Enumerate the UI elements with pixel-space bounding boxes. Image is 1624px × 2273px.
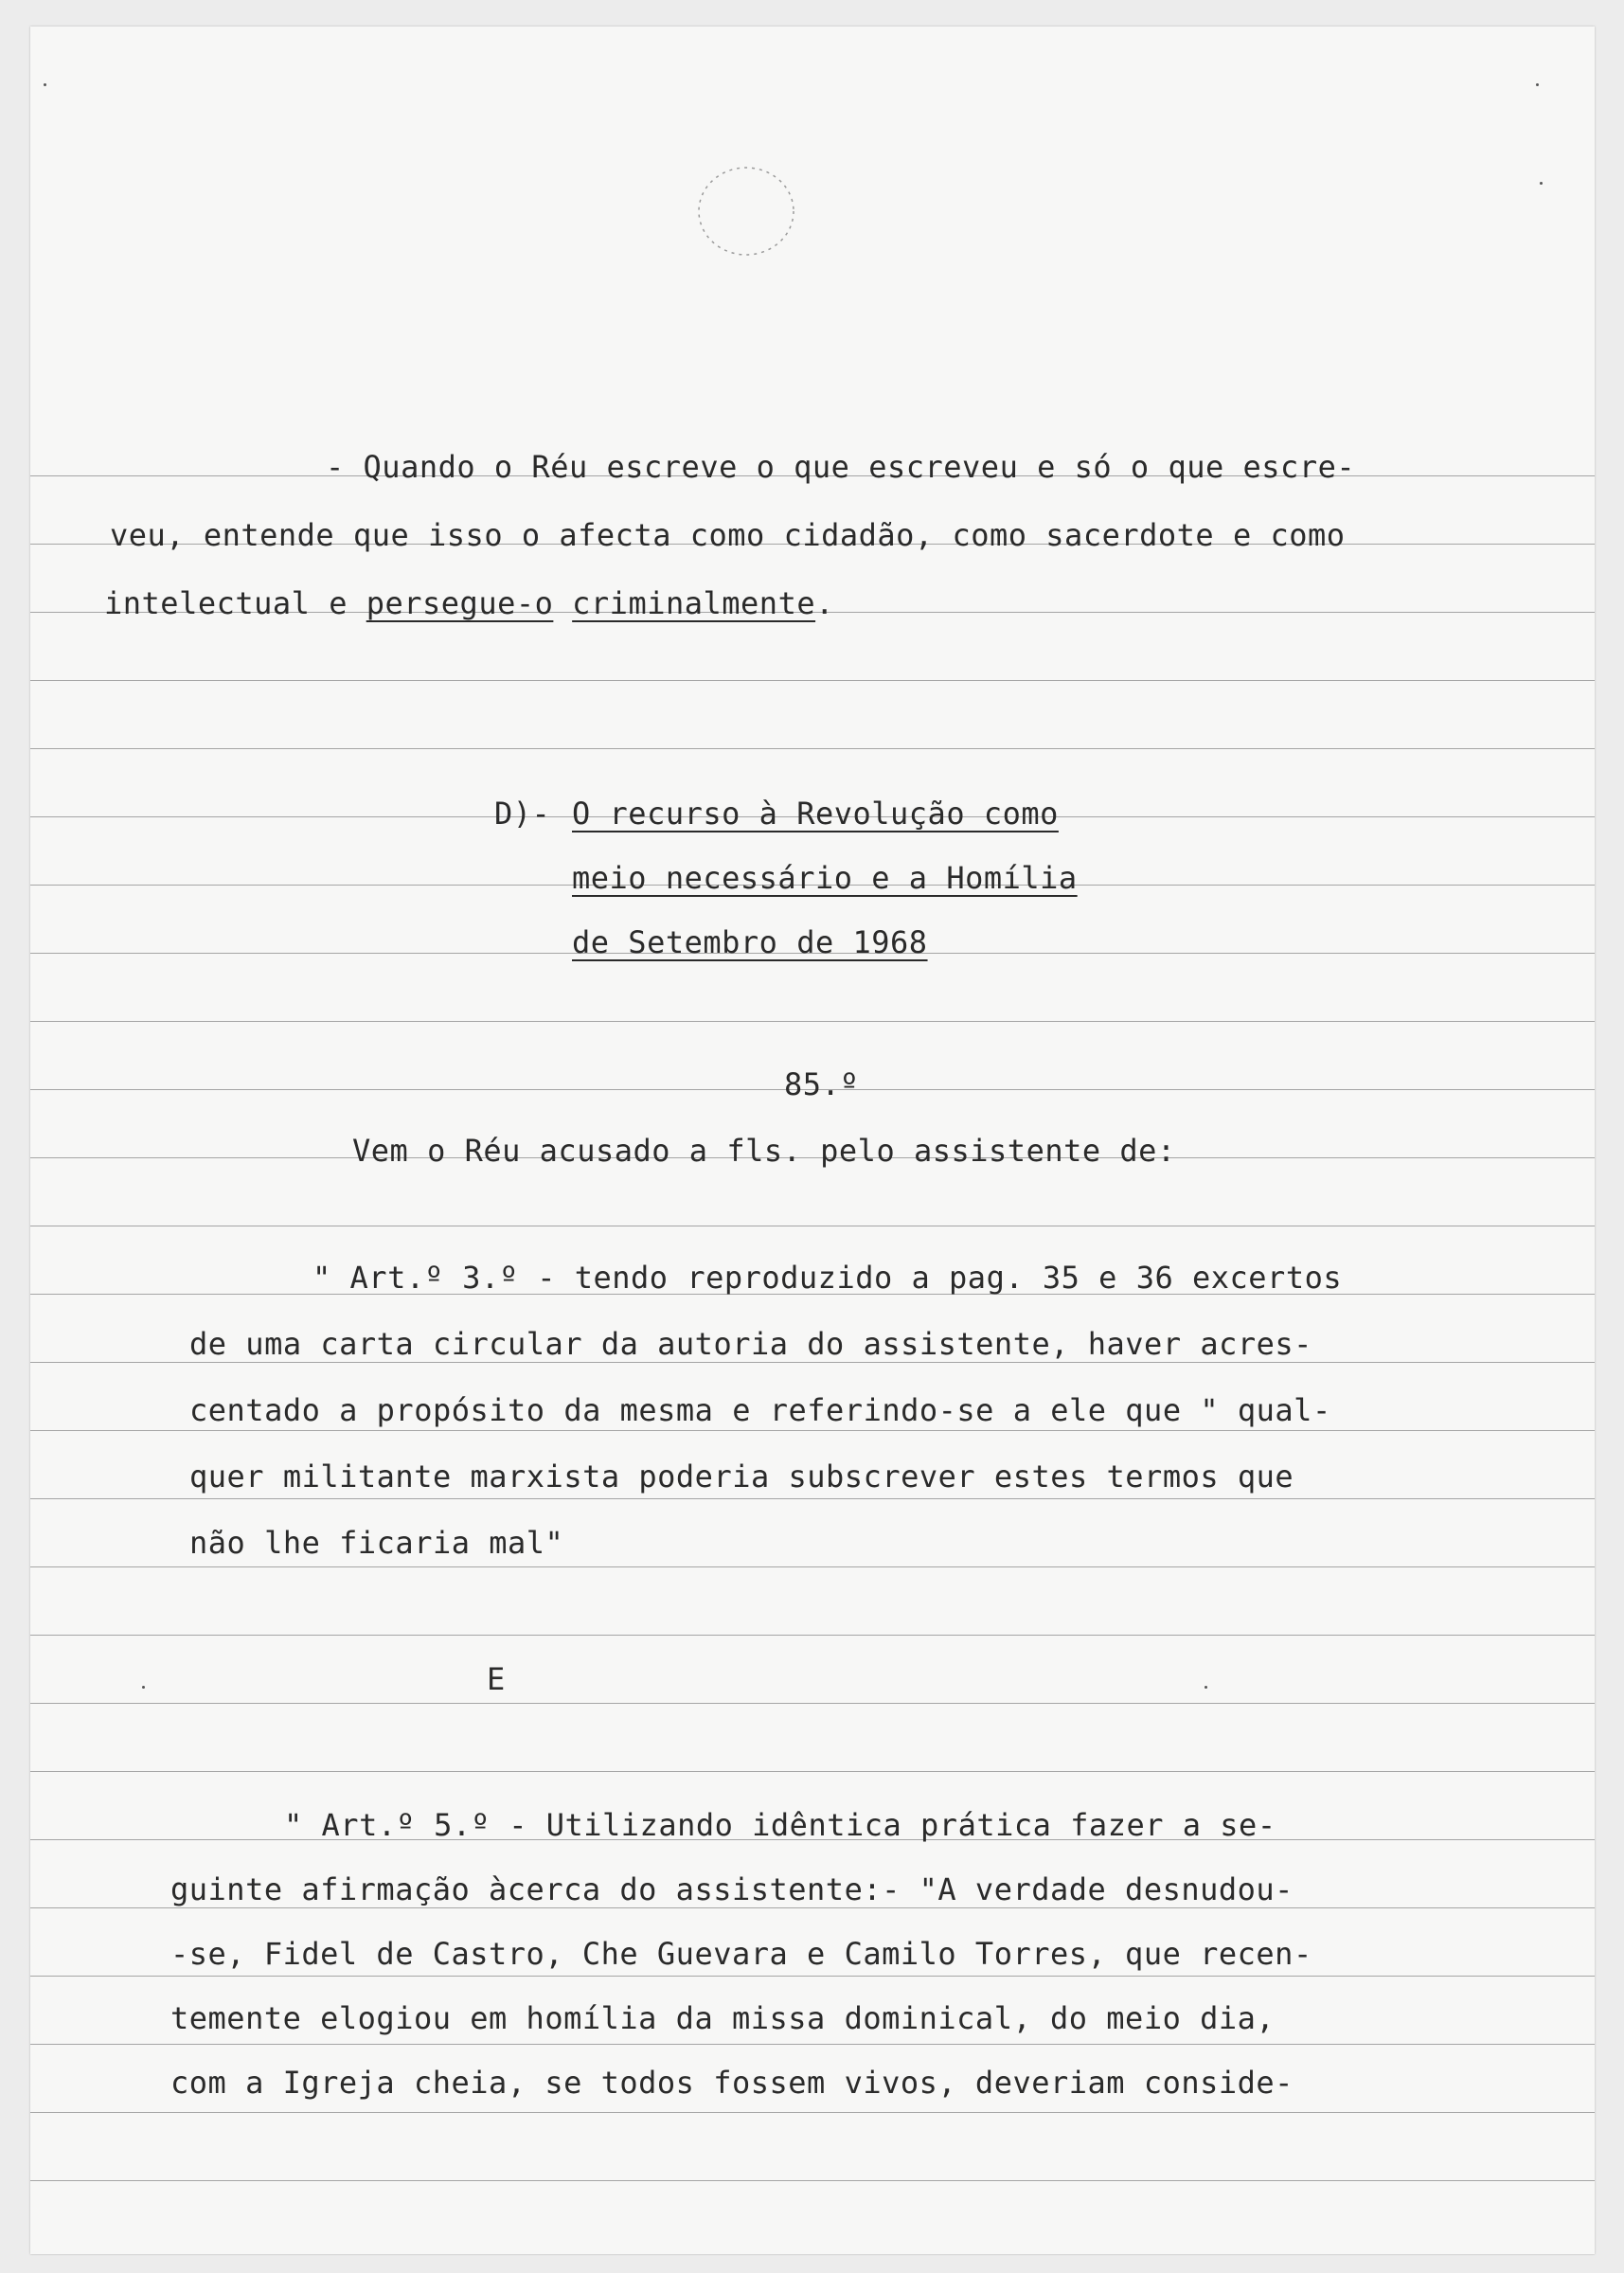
section-title-line: O recurso à Revolução como xyxy=(572,796,1059,832)
quote-line: temente elogiou em homília da missa dominical, do meio dia, xyxy=(170,2000,1276,2036)
paragraph-line: - Quando o Réu escreve o que escreveu e só o que escre- xyxy=(326,449,1356,485)
quote-line: " Art.º 3.º - tendo reproduzido a pag. 35 e 36 excertos xyxy=(312,1260,1343,1296)
quote-line: centado a propósito da mesma e referindo-se a ele que " qual- xyxy=(189,1392,1331,1428)
stamp-seal-icon xyxy=(689,159,803,263)
paragraph-line: intelectual e persegue-o criminalmente. xyxy=(104,585,834,621)
paragraph-line: veu, entende que isso o afecta como cidadão, como sacerdote e como xyxy=(110,517,1346,553)
quote-line: com a Igreja cheia, se todos fossem vivos, deveriam conside- xyxy=(170,2065,1294,2101)
accused-line: Vem o Réu acusado a fls. pelo assistente de: xyxy=(352,1133,1176,1169)
quote-line: guinte afirmação àcerca do assistente:- "A verdade desnudou- xyxy=(170,1871,1294,1907)
article-number: 85.º xyxy=(784,1066,860,1102)
document-page xyxy=(30,27,1595,2254)
quote-line: quer militante marxista poderia subscrever estes termos que xyxy=(189,1459,1294,1494)
section-title-line: de Setembro de 1968 xyxy=(572,924,928,960)
section-title-line: meio necessário e a Homília xyxy=(572,860,1078,896)
section-label: D)- xyxy=(494,796,551,832)
underlined-text: criminalmente xyxy=(572,585,816,621)
quote-line: não lhe ficaria mal" xyxy=(189,1525,564,1561)
underlined-text: persegue-o xyxy=(366,585,554,621)
quote-line: de uma carta circular da autoria do assistente, haver acres- xyxy=(189,1326,1312,1362)
conjunction: E xyxy=(487,1661,506,1697)
quote-line: -se, Fidel de Castro, Che Guevara e Camilo Torres, que recen- xyxy=(170,1936,1312,1972)
quote-line: " Art.º 5.º - Utilizando idêntica prática fazer a se- xyxy=(284,1807,1276,1843)
